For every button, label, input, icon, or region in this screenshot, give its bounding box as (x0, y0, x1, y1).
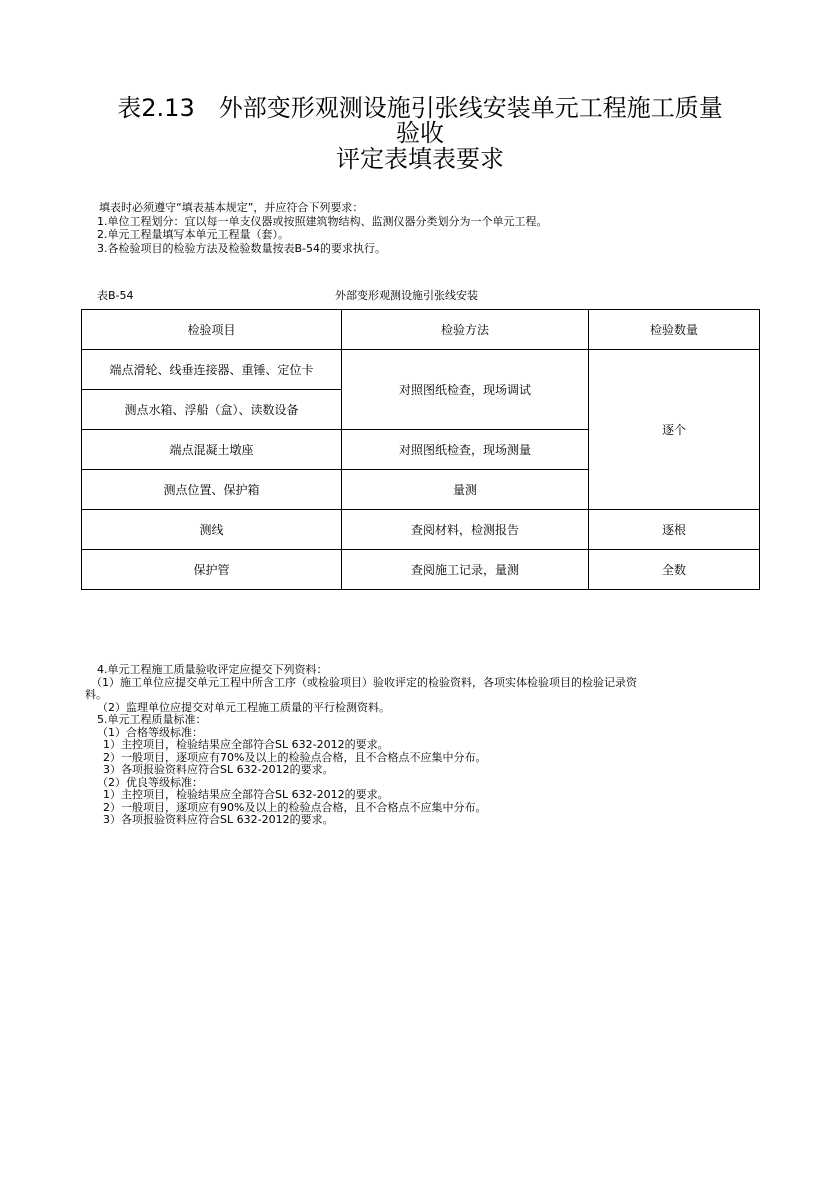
note-line: （2）监理单位应提交对单元工程施工质量的平行检测资料。 (97, 700, 390, 714)
cell-item: 测点水箱、浮船（盒）、读数设备 (82, 390, 342, 430)
table-header-row (82, 310, 760, 350)
cell-qty: 逐个 (589, 350, 760, 510)
note-line: 1）主控项目，检验结果应全部符合SL 632-2012的要求。 (103, 738, 389, 751)
quality-notes (85, 664, 637, 827)
note-line: 1）主控项目，检验结果应全部符合SL 632-2012的要求。 (103, 788, 389, 801)
intro-line: 1.单位工程划分：宜以每一单支仪器或按照建筑物结构、监测仪器分类划分为一个单元工程。 (97, 214, 548, 228)
cell-method: 查阅材料，检测报告 (342, 510, 589, 550)
page-title-line-1: 表2.13 外部变形观测设施引张线安装单元工程施工质量 (117, 94, 723, 122)
cell-qty: 全数 (589, 550, 760, 590)
page-title-line-2: 验收 (396, 119, 444, 147)
table-caption: 外部变形观测设施引张线安装 (335, 289, 478, 302)
table-row (82, 550, 760, 590)
intro-requirements (97, 201, 548, 255)
cell-method: 量测 (342, 470, 589, 510)
cell-method: 对照图纸检查，现场调试 (342, 350, 589, 430)
note-line: 2）一般项目，逐项应有90%及以上的检验点合格，且不合格点不应集中分布。 (103, 800, 487, 814)
note-line: （1）施工单位应提交单元工程中所含工序（或检验项目）验收评定的检验资料，各项实体检验项目的检验记录资 (91, 675, 637, 689)
intro-line: 填表时必须遵守“填表基本规定”，并应符合下列要求： (99, 201, 364, 214)
header-method: 检验方法 (342, 310, 589, 350)
note-line: （2）优良等级标准： (97, 775, 203, 789)
cell-method: 对照图纸检查，现场测量 (342, 430, 589, 470)
header-qty: 检验数量 (589, 310, 760, 350)
header-item: 检验项目 (82, 310, 342, 350)
note-line: 2）一般项目，逐项应有70%及以上的检验点合格，且不合格点不应集中分布。 (103, 750, 487, 764)
cell-item: 保护管 (82, 550, 342, 590)
intro-line: 3.各检验项目的检验方法及检验数量按表B-54的要求执行。 (97, 241, 387, 255)
note-line: 4.单元工程施工质量验收评定应提交下列资料： (97, 663, 328, 676)
note-line: 3）各项报验资料应符合SL 632-2012的要求。 (103, 763, 334, 776)
note-line: 料。 (85, 688, 107, 701)
cell-qty: 逐根 (589, 510, 760, 550)
intro-line: 2.单元工程量填写本单元工程量（套）。 (97, 228, 289, 241)
cell-item: 端点滑轮、线垂连接器、重锤、定位卡 (82, 350, 342, 390)
inspection-table (81, 309, 760, 590)
note-line: 5.单元工程质量标准： (97, 713, 207, 726)
table-row (82, 510, 760, 550)
note-line: （1）合格等级标准： (97, 725, 203, 739)
cell-item: 端点混凝土墩座 (82, 430, 342, 470)
table-row (82, 350, 760, 390)
cell-method: 查阅施工记录，量测 (342, 550, 589, 590)
page-title-line-3: 评定表填表要求 (336, 145, 504, 173)
cell-item: 测线 (82, 510, 342, 550)
cell-item: 测点位置、保护箱 (82, 470, 342, 510)
note-line: 3）各项报验资料应符合SL 632-2012的要求。 (103, 813, 334, 826)
table-id: 表B-54 (97, 289, 134, 302)
